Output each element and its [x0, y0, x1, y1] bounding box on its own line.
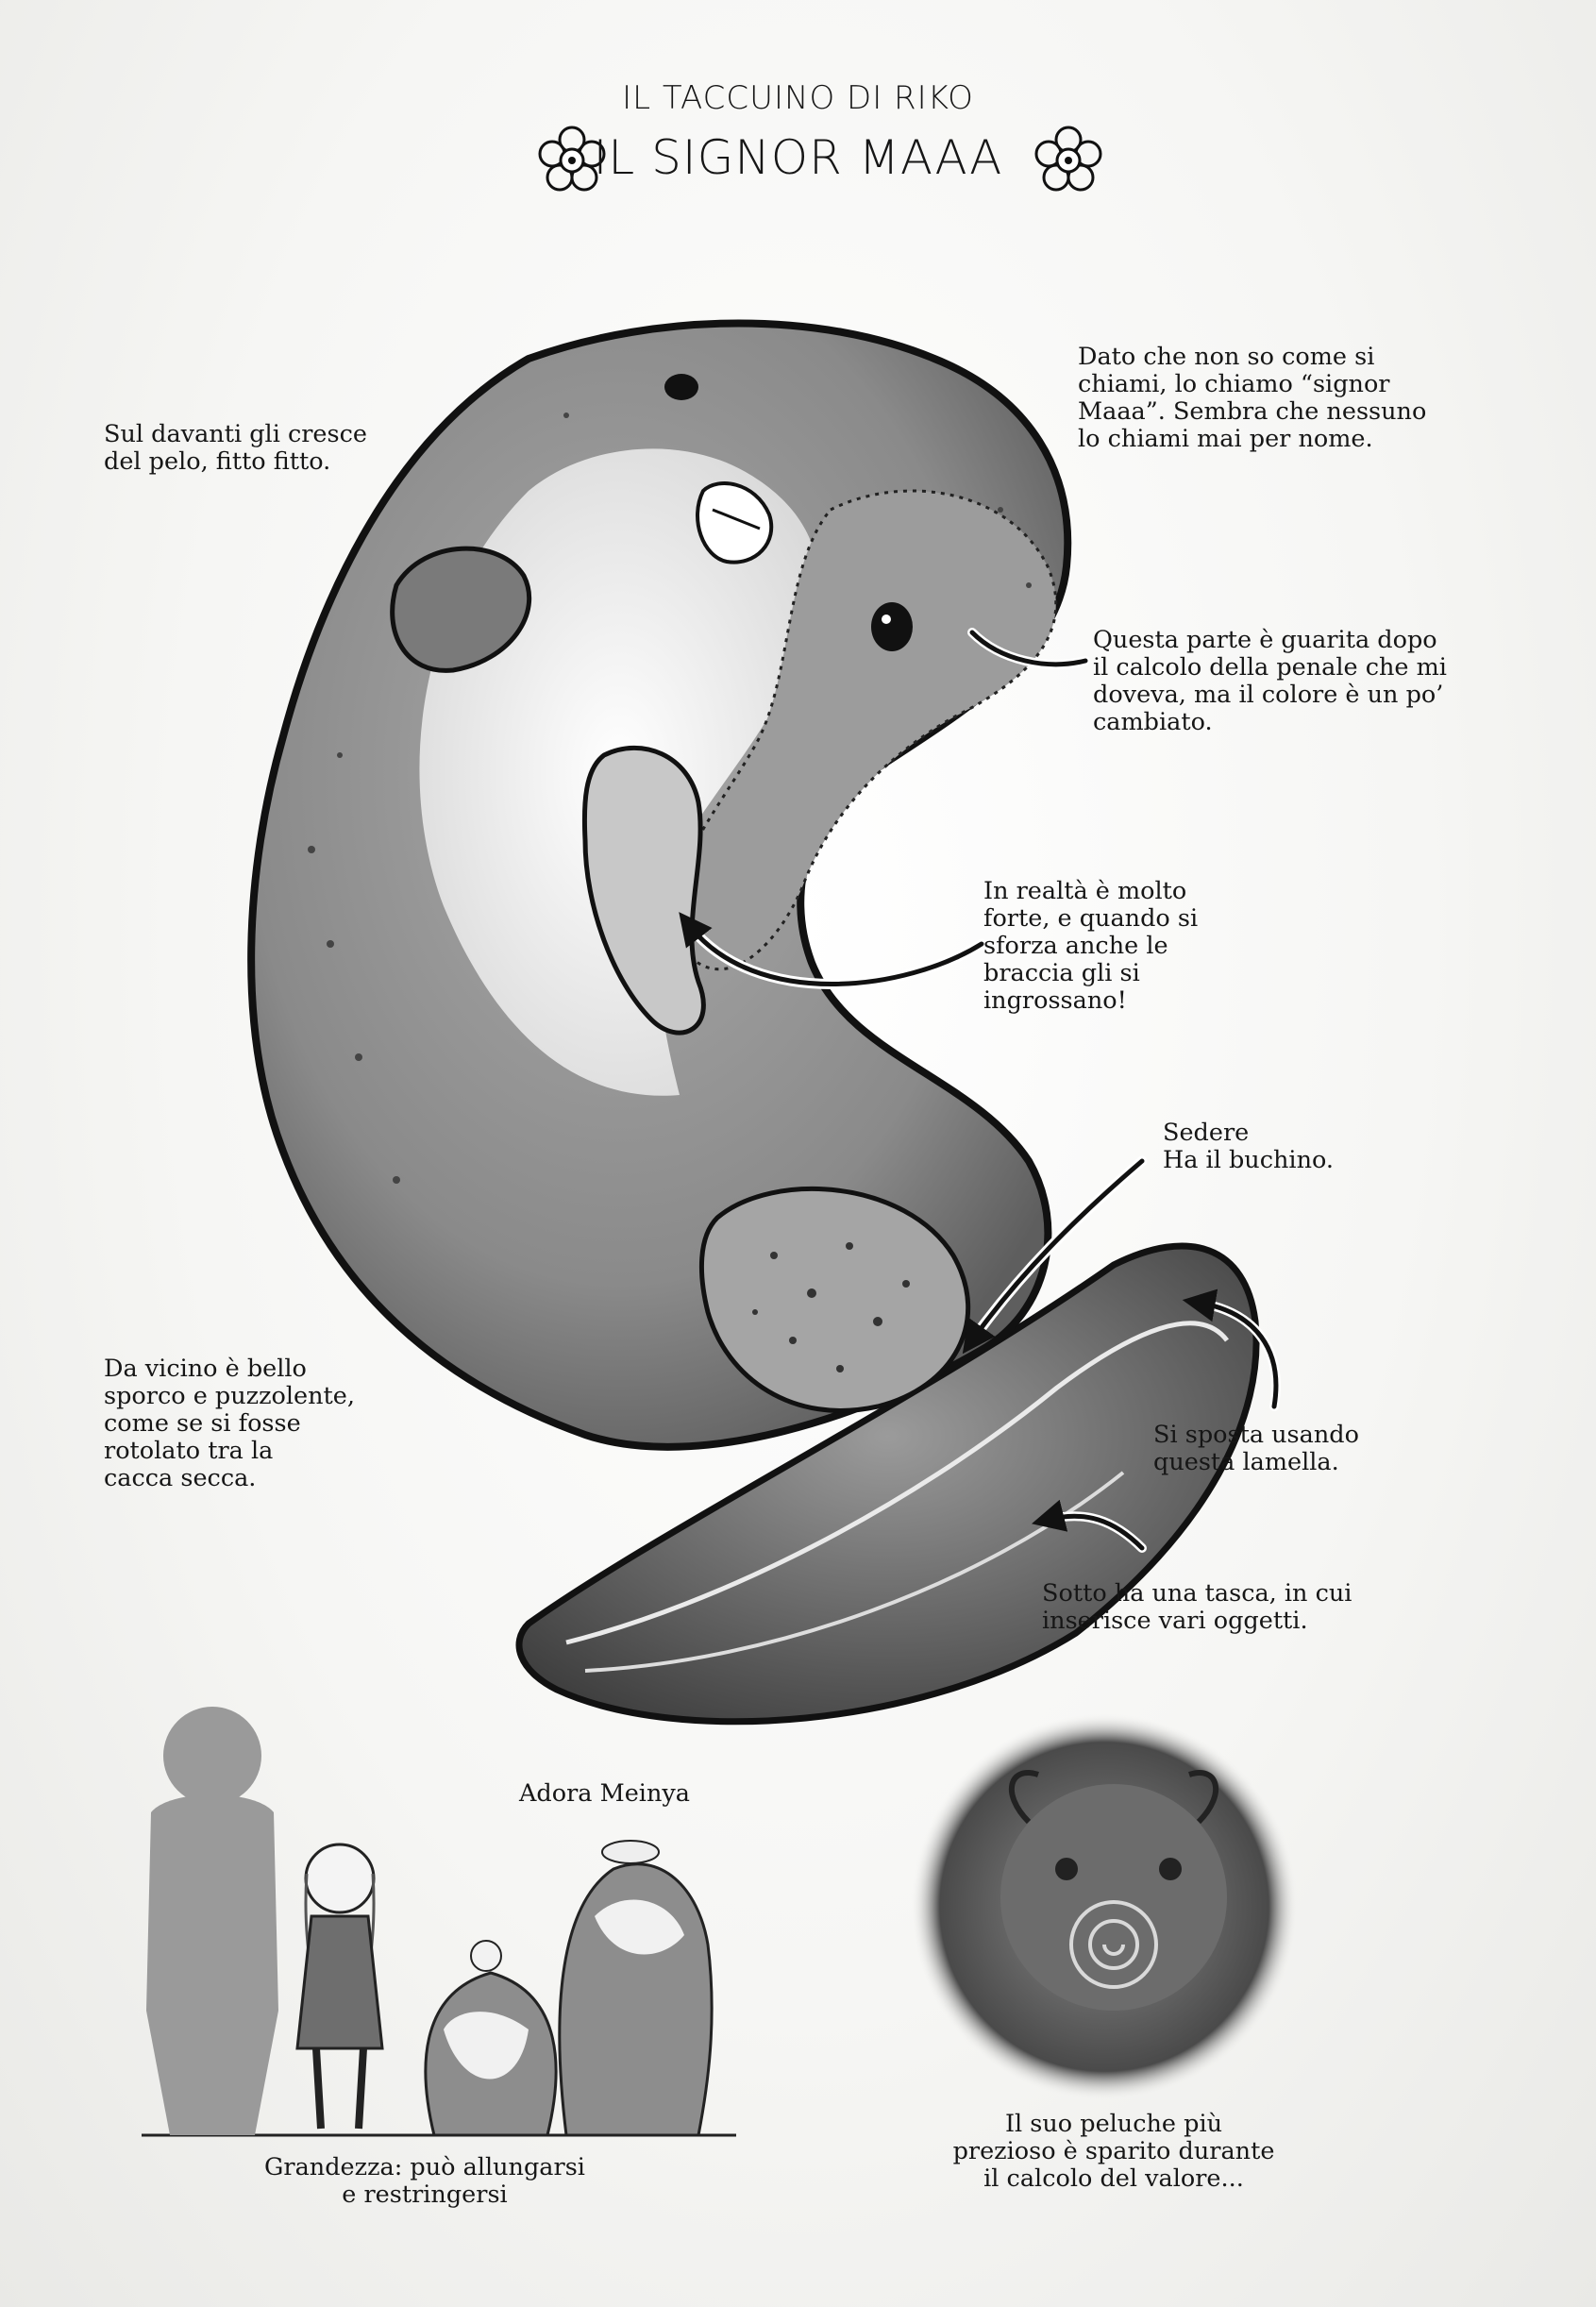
note-adora: Adora Meinya: [519, 1779, 690, 1808]
size-comparison: [142, 1707, 736, 2135]
note-name: Dato che non so come si chiami, lo chiamo “signor Maaa”. Sembra che nessuno lo chiami mai per nome.: [1078, 343, 1427, 453]
note-strong: In realtà è molto forte, e quando si sforza anche le braccia gli si ingrossano!: [983, 877, 1199, 1015]
note-size: Grandezza: può allungarsi e restringersi: [264, 2153, 585, 2209]
note-healed: Questa parte è guarita dopo il calcolo della penale che mi doveva, ma il colore è un po’ cambiato.: [1093, 626, 1447, 736]
note-lamella: Si sposta usando questa lamella.: [1153, 1421, 1359, 1476]
note-dirty: Da vicino è bello sporco e puzzolente, come se si fosse rotolato tra la cacca secca.: [104, 1355, 355, 1492]
note-bottom: Sedere Ha il buchino.: [1163, 1119, 1335, 1174]
note-plush: Il suo peluche più prezioso è sparito durante il calcolo del valore...: [952, 2110, 1275, 2193]
plush-vignette: [911, 1713, 1298, 2100]
top-eye: [664, 374, 698, 400]
notebook-title: IL TACCUINO DI RIKO: [622, 79, 974, 117]
note-fur: Sul davanti gli cresce del pelo, fitto fitto.: [104, 420, 367, 476]
note-pocket: Sotto ha una tasca, in cui inserisce vari oggetti.: [1042, 1579, 1352, 1635]
side-eye: [871, 602, 913, 651]
page-title: IL SIGNOR MAAA: [593, 130, 1003, 185]
